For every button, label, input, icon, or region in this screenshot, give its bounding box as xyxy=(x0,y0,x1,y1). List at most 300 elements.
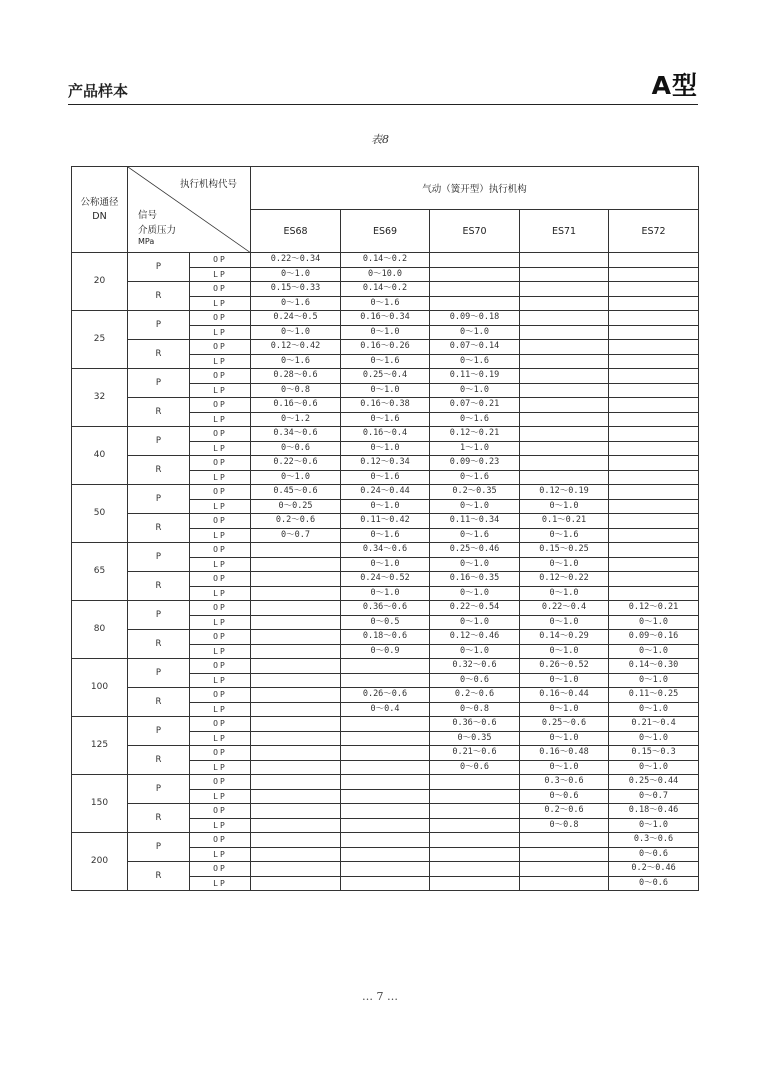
value-cell xyxy=(430,862,520,877)
value-cell xyxy=(251,775,341,790)
value-cell: 0.12～0.46 xyxy=(430,630,520,645)
signal-cell: R xyxy=(128,688,190,717)
dn-cell: 50 xyxy=(72,485,128,543)
value-cell xyxy=(341,847,430,862)
value-cell xyxy=(341,673,430,688)
value-cell xyxy=(251,572,341,587)
value-cell xyxy=(520,340,609,355)
actuator-group-title: 气动（簧开型）执行机构 xyxy=(251,167,699,210)
value-cell: 0.12～0.34 xyxy=(341,456,430,471)
value-cell: 0.25～0.46 xyxy=(430,543,520,558)
value-cell xyxy=(341,876,430,891)
model-header-es70: ES70 xyxy=(430,210,520,253)
table-row xyxy=(72,630,699,645)
value-cell xyxy=(520,253,609,268)
signal-cell: P xyxy=(128,311,190,340)
value-cell xyxy=(251,543,341,558)
value-cell: 0.25～0.44 xyxy=(609,775,699,790)
value-cell: 0.14～0.30 xyxy=(609,659,699,674)
signal-cell: R xyxy=(128,456,190,485)
value-cell: 0～0.6 xyxy=(430,673,520,688)
mpa-label: MPa xyxy=(138,237,155,246)
medium-cell: OP xyxy=(190,775,251,790)
medium-cell: LP xyxy=(190,673,251,688)
dn-cell: 80 xyxy=(72,601,128,659)
value-cell: 0～1.6 xyxy=(430,470,520,485)
value-cell xyxy=(609,354,699,369)
value-cell: 0～1.0 xyxy=(609,731,699,746)
medium-cell: OP xyxy=(190,369,251,384)
value-cell xyxy=(609,282,699,297)
value-cell xyxy=(609,340,699,355)
value-cell: 0.12～0.22 xyxy=(520,572,609,587)
signal-cell: R xyxy=(128,282,190,311)
value-cell: 0～1.6 xyxy=(341,528,430,543)
signal-cell: P xyxy=(128,253,190,282)
value-cell: 0.15～0.33 xyxy=(251,282,341,297)
value-cell: 0.16～0.35 xyxy=(430,572,520,587)
value-cell: 0～1.6 xyxy=(341,354,430,369)
value-cell: 0～1.0 xyxy=(341,441,430,456)
value-cell xyxy=(609,253,699,268)
dn-cell: 150 xyxy=(72,775,128,833)
value-cell xyxy=(609,267,699,282)
value-cell xyxy=(341,862,430,877)
value-cell: 0～0.5 xyxy=(341,615,430,630)
value-cell xyxy=(430,267,520,282)
value-cell xyxy=(609,296,699,311)
value-cell xyxy=(609,572,699,587)
table-row xyxy=(72,659,699,674)
value-cell xyxy=(251,717,341,732)
value-cell: 0.24～0.44 xyxy=(341,485,430,500)
value-cell: 0.18～0.46 xyxy=(609,804,699,819)
value-cell: 0.16～0.44 xyxy=(520,688,609,703)
value-cell xyxy=(430,789,520,804)
value-cell xyxy=(251,876,341,891)
table-body xyxy=(72,253,699,891)
value-cell xyxy=(609,514,699,529)
medium-cell: LP xyxy=(190,528,251,543)
value-cell xyxy=(251,833,341,848)
value-cell: 0.26～0.52 xyxy=(520,659,609,674)
medium-cell: LP xyxy=(190,644,251,659)
signal-cell: P xyxy=(128,485,190,514)
medium-cell: LP xyxy=(190,760,251,775)
signal-cell: R xyxy=(128,862,190,891)
value-cell xyxy=(430,775,520,790)
value-cell xyxy=(520,369,609,384)
medium-cell: OP xyxy=(190,543,251,558)
value-cell xyxy=(341,804,430,819)
value-cell: 0～1.0 xyxy=(430,615,520,630)
value-cell: 0～1.6 xyxy=(520,528,609,543)
value-cell: 0.16～0.48 xyxy=(520,746,609,761)
medium-cell: LP xyxy=(190,615,251,630)
value-cell xyxy=(609,398,699,413)
signal-cell: R xyxy=(128,398,190,427)
dn-cell: 40 xyxy=(72,427,128,485)
value-cell: 0.36～0.6 xyxy=(430,717,520,732)
value-cell: 0.15～0.25 xyxy=(520,543,609,558)
value-cell xyxy=(430,847,520,862)
value-cell: 0～1.0 xyxy=(251,470,341,485)
value-cell: 0.22～0.54 xyxy=(430,601,520,616)
value-cell: 0.21～0.4 xyxy=(609,717,699,732)
value-cell: 0～0.7 xyxy=(251,528,341,543)
table-row xyxy=(72,688,699,703)
value-cell xyxy=(251,659,341,674)
signal-cell: R xyxy=(128,630,190,659)
dn-sub-label: DN xyxy=(92,210,107,222)
table-row xyxy=(72,514,699,529)
value-cell xyxy=(609,412,699,427)
value-cell: 0.16～0.4 xyxy=(341,427,430,442)
table-row xyxy=(72,282,699,297)
medium-cell: LP xyxy=(190,499,251,514)
signal-cell: P xyxy=(128,659,190,688)
header-divider xyxy=(68,104,698,105)
value-cell xyxy=(520,441,609,456)
medium-cell: LP xyxy=(190,412,251,427)
value-cell: 0～1.0 xyxy=(520,557,609,572)
medium-cell: LP xyxy=(190,876,251,891)
table-row xyxy=(72,398,699,413)
medium-cell: OP xyxy=(190,340,251,355)
value-cell: 0～1.0 xyxy=(341,557,430,572)
medium-cell: OP xyxy=(190,833,251,848)
value-cell: 0.26～0.6 xyxy=(341,688,430,703)
value-cell: 0.07～0.21 xyxy=(430,398,520,413)
medium-cell: OP xyxy=(190,630,251,645)
medium-cell: LP xyxy=(190,789,251,804)
value-cell: 0～1.0 xyxy=(609,644,699,659)
value-cell xyxy=(609,470,699,485)
value-cell xyxy=(520,398,609,413)
value-cell: 0～0.25 xyxy=(251,499,341,514)
table-head xyxy=(72,167,699,253)
value-cell: 0～1.6 xyxy=(430,412,520,427)
value-cell: 0～1.0 xyxy=(430,557,520,572)
value-cell: 0～0.9 xyxy=(341,644,430,659)
header-model-type: A型 xyxy=(651,71,698,100)
value-cell: 0～1.2 xyxy=(251,412,341,427)
dn-cell: 65 xyxy=(72,543,128,601)
model-header-es72: ES72 xyxy=(609,210,699,253)
value-cell: 0～0.7 xyxy=(609,789,699,804)
model-header-es68: ES68 xyxy=(251,210,341,253)
value-cell: 0.24～0.52 xyxy=(341,572,430,587)
value-cell: 0～1.0 xyxy=(520,731,609,746)
value-cell: 0.09～0.18 xyxy=(430,311,520,326)
value-cell: 0～1.0 xyxy=(341,325,430,340)
value-cell xyxy=(609,427,699,442)
value-cell xyxy=(609,557,699,572)
medium-cell: LP xyxy=(190,818,251,833)
value-cell: 0.11～0.34 xyxy=(430,514,520,529)
value-cell xyxy=(520,354,609,369)
value-cell xyxy=(251,615,341,630)
value-cell: 0.25～0.6 xyxy=(520,717,609,732)
value-cell xyxy=(430,833,520,848)
model-header-es71: ES71 xyxy=(520,210,609,253)
signal-cell: R xyxy=(128,572,190,601)
value-cell xyxy=(609,528,699,543)
table-row xyxy=(72,485,699,500)
table-row xyxy=(72,572,699,587)
value-cell: 0.34～0.6 xyxy=(251,427,341,442)
value-cell xyxy=(341,659,430,674)
medium-cell: OP xyxy=(190,688,251,703)
dn-label: 公称通径 xyxy=(80,196,119,208)
medium-cell: OP xyxy=(190,456,251,471)
table-row xyxy=(72,253,699,268)
value-cell: 0～0.8 xyxy=(430,702,520,717)
value-cell xyxy=(520,282,609,297)
value-cell xyxy=(520,847,609,862)
value-cell xyxy=(520,383,609,398)
medium-cell: OP xyxy=(190,862,251,877)
value-cell: 0～1.0 xyxy=(609,615,699,630)
value-cell xyxy=(251,804,341,819)
value-cell xyxy=(341,818,430,833)
value-cell xyxy=(251,818,341,833)
value-cell xyxy=(609,456,699,471)
value-cell: 0～0.4 xyxy=(341,702,430,717)
medium-cell: LP xyxy=(190,354,251,369)
table-row xyxy=(72,369,699,384)
medium-cell: LP xyxy=(190,296,251,311)
table-row xyxy=(72,427,699,442)
value-cell: 0.12～0.42 xyxy=(251,340,341,355)
signal-label: 信号 xyxy=(138,210,158,221)
value-cell: 0.14～0.29 xyxy=(520,630,609,645)
value-cell: 0.14～0.2 xyxy=(341,253,430,268)
value-cell: 0～1.0 xyxy=(520,760,609,775)
value-cell: 0.3～0.6 xyxy=(609,833,699,848)
value-cell xyxy=(520,470,609,485)
value-cell: 0.11～0.25 xyxy=(609,688,699,703)
medium-cell: OP xyxy=(190,746,251,761)
medium-cell: LP xyxy=(190,267,251,282)
value-cell xyxy=(520,311,609,326)
value-cell: 0.07～0.14 xyxy=(430,340,520,355)
value-cell: 0.3～0.6 xyxy=(520,775,609,790)
value-cell xyxy=(251,760,341,775)
value-cell: 0.12～0.19 xyxy=(520,485,609,500)
value-cell xyxy=(251,847,341,862)
value-cell: 0～1.0 xyxy=(430,644,520,659)
value-cell xyxy=(341,746,430,761)
dn-cell: 200 xyxy=(72,833,128,891)
value-cell: 0～0.6 xyxy=(251,441,341,456)
value-cell: 0～0.8 xyxy=(520,818,609,833)
medium-cell: LP xyxy=(190,557,251,572)
dn-cell: 100 xyxy=(72,659,128,717)
value-cell xyxy=(251,688,341,703)
medium-cell: LP xyxy=(190,383,251,398)
value-cell: 0.16～0.26 xyxy=(341,340,430,355)
signal-cell: P xyxy=(128,427,190,456)
medium-cell: LP xyxy=(190,441,251,456)
value-cell: 0～1.0 xyxy=(520,586,609,601)
value-cell: 0.22～0.6 xyxy=(251,456,341,471)
value-cell: 0.14～0.2 xyxy=(341,282,430,297)
value-cell xyxy=(341,833,430,848)
value-cell: 0～1.0 xyxy=(251,325,341,340)
header-title: 产品样本 xyxy=(68,82,129,100)
value-cell: 0.16～0.38 xyxy=(341,398,430,413)
value-cell: 0～0.6 xyxy=(430,760,520,775)
value-cell: 0.12～0.21 xyxy=(609,601,699,616)
value-cell xyxy=(609,485,699,500)
medium-cell: OP xyxy=(190,398,251,413)
spec-table xyxy=(71,166,699,891)
value-cell xyxy=(430,804,520,819)
value-cell: 0.22～0.34 xyxy=(251,253,341,268)
value-cell: 0.2～0.6 xyxy=(430,688,520,703)
medium-cell: OP xyxy=(190,427,251,442)
dn-cell: 25 xyxy=(72,311,128,369)
value-cell: 0～1.0 xyxy=(430,586,520,601)
corner-header xyxy=(128,167,251,253)
medium-cell: OP xyxy=(190,485,251,500)
value-cell xyxy=(609,311,699,326)
value-cell: 0～1.0 xyxy=(341,499,430,514)
value-cell: 0～1.6 xyxy=(341,470,430,485)
medium-cell: OP xyxy=(190,804,251,819)
value-cell xyxy=(251,601,341,616)
value-cell: 0～1.6 xyxy=(251,354,341,369)
value-cell xyxy=(609,586,699,601)
value-cell: 0.32～0.6 xyxy=(430,659,520,674)
value-cell: 0.1～0.21 xyxy=(520,514,609,529)
value-cell: 0.09～0.23 xyxy=(430,456,520,471)
medium-cell: OP xyxy=(190,311,251,326)
medium-cell: OP xyxy=(190,659,251,674)
value-cell: 0～1.0 xyxy=(341,383,430,398)
medium-cell: OP xyxy=(190,601,251,616)
table-row xyxy=(72,717,699,732)
value-cell: 0.2～0.6 xyxy=(251,514,341,529)
dn-header xyxy=(72,167,128,253)
value-cell xyxy=(520,876,609,891)
value-cell: 0.2～0.46 xyxy=(609,862,699,877)
value-cell xyxy=(251,746,341,761)
value-cell xyxy=(251,789,341,804)
value-cell: 0～1.0 xyxy=(609,760,699,775)
table-row xyxy=(72,311,699,326)
value-cell: 0～1.6 xyxy=(430,528,520,543)
dn-cell: 20 xyxy=(72,253,128,311)
value-cell: 0～1.0 xyxy=(430,383,520,398)
value-cell: 0～1.0 xyxy=(430,499,520,514)
value-cell: 0.18～0.6 xyxy=(341,630,430,645)
value-cell xyxy=(520,427,609,442)
value-cell: 0.16～0.6 xyxy=(251,398,341,413)
value-cell: 0.2～0.35 xyxy=(430,485,520,500)
value-cell: 0～1.6 xyxy=(341,412,430,427)
value-cell xyxy=(341,775,430,790)
value-cell xyxy=(251,702,341,717)
signal-cell: P xyxy=(128,369,190,398)
table-caption: 表8 xyxy=(371,133,389,146)
value-cell: 0.34～0.6 xyxy=(341,543,430,558)
medium-cell: LP xyxy=(190,586,251,601)
value-cell: 0.09～0.16 xyxy=(609,630,699,645)
value-cell: 0～0.35 xyxy=(430,731,520,746)
signal-cell: R xyxy=(128,804,190,833)
dn-cell: 125 xyxy=(72,717,128,775)
value-cell xyxy=(520,267,609,282)
table-row xyxy=(72,746,699,761)
value-cell: 0～0.6 xyxy=(609,876,699,891)
value-cell xyxy=(341,731,430,746)
medium-cell: LP xyxy=(190,847,251,862)
signal-cell: P xyxy=(128,833,190,862)
table-row xyxy=(72,543,699,558)
medium-cell: OP xyxy=(190,717,251,732)
value-cell: 0.24～0.5 xyxy=(251,311,341,326)
signal-cell: P xyxy=(128,717,190,746)
value-cell: 0～1.0 xyxy=(520,644,609,659)
value-cell xyxy=(251,586,341,601)
value-cell: 0～1.6 xyxy=(251,296,341,311)
value-cell: 0～1.0 xyxy=(609,818,699,833)
table-row xyxy=(72,833,699,848)
value-cell xyxy=(520,862,609,877)
table-row xyxy=(72,862,699,877)
medium-cell: OP xyxy=(190,572,251,587)
value-cell: 0～1.0 xyxy=(520,615,609,630)
medium-pressure-label: 介质压力 xyxy=(138,225,177,236)
signal-cell: R xyxy=(128,514,190,543)
value-cell xyxy=(430,296,520,311)
value-cell: 0.25～0.4 xyxy=(341,369,430,384)
value-cell: 0.16～0.34 xyxy=(341,311,430,326)
value-cell xyxy=(609,543,699,558)
medium-cell: LP xyxy=(190,731,251,746)
value-cell xyxy=(520,833,609,848)
value-cell: 0～1.0 xyxy=(520,673,609,688)
value-cell: 0.2～0.6 xyxy=(520,804,609,819)
value-cell: 0～1.0 xyxy=(520,702,609,717)
table-row xyxy=(72,601,699,616)
value-cell xyxy=(609,325,699,340)
signal-cell: P xyxy=(128,775,190,804)
value-cell xyxy=(251,862,341,877)
medium-cell: LP xyxy=(190,702,251,717)
signal-cell: P xyxy=(128,543,190,572)
value-cell: 0.45～0.6 xyxy=(251,485,341,500)
medium-cell: LP xyxy=(190,325,251,340)
value-cell xyxy=(609,441,699,456)
value-cell: 0～10.0 xyxy=(341,267,430,282)
value-cell xyxy=(251,557,341,572)
medium-cell: LP xyxy=(190,470,251,485)
page-number: … 7 … xyxy=(362,990,398,1003)
value-cell xyxy=(520,456,609,471)
value-cell: 0～1.0 xyxy=(341,586,430,601)
table-row xyxy=(72,775,699,790)
value-cell xyxy=(341,760,430,775)
value-cell xyxy=(609,499,699,514)
value-cell xyxy=(251,731,341,746)
medium-cell: OP xyxy=(190,514,251,529)
value-cell xyxy=(341,717,430,732)
value-cell: 0～1.0 xyxy=(520,499,609,514)
value-cell: 0～0.6 xyxy=(520,789,609,804)
